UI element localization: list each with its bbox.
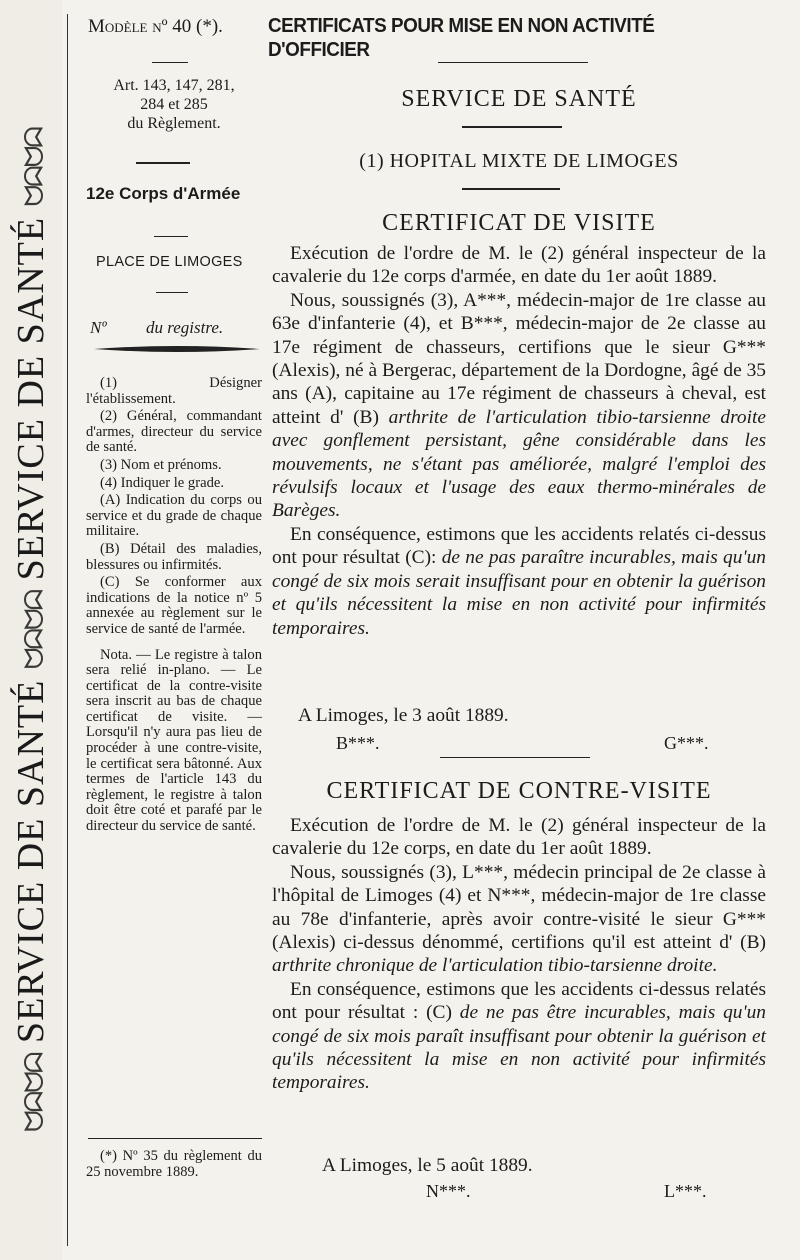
footnotes-list [86, 376, 262, 837]
rule [88, 1138, 262, 1139]
articles-line: 284 et 285 [140, 96, 208, 113]
place-label: PLACE DE LIMOGES [96, 254, 243, 270]
contre-visite-body [272, 814, 766, 1095]
note-item: (B) Détail des maladies, blessures ou infirmités. [86, 540, 262, 573]
header-title: CERTIFICATS POUR MISE EN NON ACTIVITÉ D'OFFICIER [268, 14, 655, 61]
ornamental-rule [92, 342, 262, 356]
spine-title [9, 128, 53, 1132]
visite-p3-italic: de ne pas paraître incurables, mais qu'un congé de six mois serait insuffisant pour en obtenir la guérison et qu'ils nécessitent la mise en non activité pour infirmités temporaires. [272, 547, 766, 639]
contre-p3-italic: de ne pas être incurables, mais qu'un congé de six mois paraît insuffisant pour obtenir la guérison et qu'ils nécessitent la mise en non activité pour infirmités temporaires. [272, 1002, 766, 1094]
corps-label: 12e Corps d'Armée [86, 184, 241, 203]
nota-paragraph: Nota. — Le registre à talon sera relié in-plano. — Le certificat de la contre-visite sera inscrit au bas de chaque certificat de visite. — Lorsqu'il n'y aura pas lieu de procéder à une contre-visite, le certificat sera bâtonné. Aux termes de l'article 143 du règlement, le registre à talon doit être coté et parafé par le directeur du service de santé. [86, 646, 262, 835]
visite-paragraph-2 [272, 289, 766, 523]
visite-p3-text: En conséquence, estimons que les accidents relatés ci-dessus ont pour résultat (C): [272, 523, 766, 569]
visite-paragraph-1: Exécution de l'ordre de M. le (2) général inspecteur de la cavalerie du 12e corps d'armée, en date du 1er août 1889. [272, 243, 766, 288]
registre-number: Nº [90, 318, 107, 337]
note-item: (4) Indiquer le grade. [100, 474, 224, 491]
spine-ornament: ᗢᗣᗢᗣ [20, 590, 49, 670]
rule [156, 292, 188, 293]
visite-body [272, 242, 766, 640]
articles-line: du Règlement. [127, 115, 221, 132]
vertical-spine [0, 0, 62, 1260]
rule [154, 236, 188, 237]
contre-p2-text: Nous, soussignés (3), L***, médecin principal de 2e classe à l'hôpital de Limoges (4) et N***, médecin-major de 1re classe au 78e d'infanterie, après avoir contre-visité le sieur G*** (Alexis) ci-dessus dénommé, certifions qu'il est atteint d' (B) [272, 861, 766, 954]
note-item: (3) Nom et prénoms. [100, 456, 222, 473]
hospital-title: (1) HOPITAL MIXTE DE LIMOGES [359, 150, 679, 172]
contre-p3-text: En conséquence, estimons que les accidents ci-dessus relatés ont pour résultat : (C) [272, 978, 766, 1024]
contre-signature-1: N***. [426, 1181, 471, 1201]
rule [438, 62, 588, 63]
modele-label: Modèle nº 40 (*). [88, 16, 223, 37]
rule [462, 188, 560, 190]
articles-ref [86, 76, 262, 133]
articles-line: Art. 143, 147, 281, [113, 77, 235, 94]
registre-label: du registre. [146, 318, 224, 337]
contre-paragraph-1: Exécution de l'ordre de M. le (2) général inspecteur de la cavalerie du 12e corps, en date du 1er août 1889. [272, 815, 766, 860]
spine-ornament: ᗢᗣᗢᗣ [20, 128, 49, 207]
rule [136, 162, 190, 164]
service-title: SERVICE DE SANTÉ [401, 86, 637, 112]
contre-p2-italic: arthrite chronique de l'articulation tibio-tarsienne droite. [272, 955, 718, 977]
spine-text-b: SERVICE DE SANTÉ [10, 216, 52, 581]
visite-place-date: A Limoges, le 3 août 1889. [298, 705, 509, 726]
visite-p2-italic: arthrite de l'articulation tibio-tarsienne droite avec gonflement persistant, gêne considérable dans les mouvements, ne s'étant pas améliorée, malgré l'emploi des révulsifs locaux et l'usage des eaux thermo-minérales de Barèges. [272, 406, 766, 522]
contre-signature-2: L***. [664, 1181, 707, 1201]
visite-title: CERTIFICAT DE VISITE [382, 210, 656, 236]
contre-visite-title: CERTIFICAT DE CONTRE-VISITE [326, 778, 712, 804]
note-item: (2) Général, commandant d'armes, directeur du service de santé. [86, 408, 262, 456]
visite-paragraph-3 [272, 523, 766, 640]
visite-signature-1: B***. [336, 733, 380, 753]
footnote-text: (*) Nº 35 du règlement du 25 novembre 1889. [86, 1148, 262, 1180]
contre-paragraph-2 [272, 861, 766, 978]
spine-text-a: SERVICE DE SANTÉ [10, 679, 52, 1044]
rule [152, 62, 188, 63]
rule [462, 126, 562, 128]
contre-place-date: A Limoges, le 5 août 1889. [322, 1155, 533, 1176]
column-divider [67, 14, 68, 1246]
note-item: (A) Indication du corps ou service et du grade de chaque militaire. [86, 492, 262, 540]
visite-p2-text: Nous, soussignés (3), A***, médecin-major de 1re classe au 63e d'infanterie (4), et B***, médecin-major de 2e classe au 17e régiment de chasseurs, certifions que le sieur G*** (Alexis), né à Bergerac, département de la Dordogne, âgé de 35 ans (A), capitaine au 17e régiment de chasseurs à cheval, est atteint d' (B) [272, 289, 766, 428]
visite-signature-2: G***. [664, 733, 709, 753]
note-item: (1) Désigner l'établissement. [86, 375, 262, 407]
contre-paragraph-3 [272, 978, 766, 1095]
rule [440, 757, 590, 758]
footnote-reglement [86, 1148, 262, 1182]
spine-ornament: ᗢᗣᗢᗣ [20, 1053, 49, 1132]
note-item: (C) Se conformer aux indications de la notice nº 5 annexée au règlement sur le service de santé de l'armée. [86, 574, 262, 637]
